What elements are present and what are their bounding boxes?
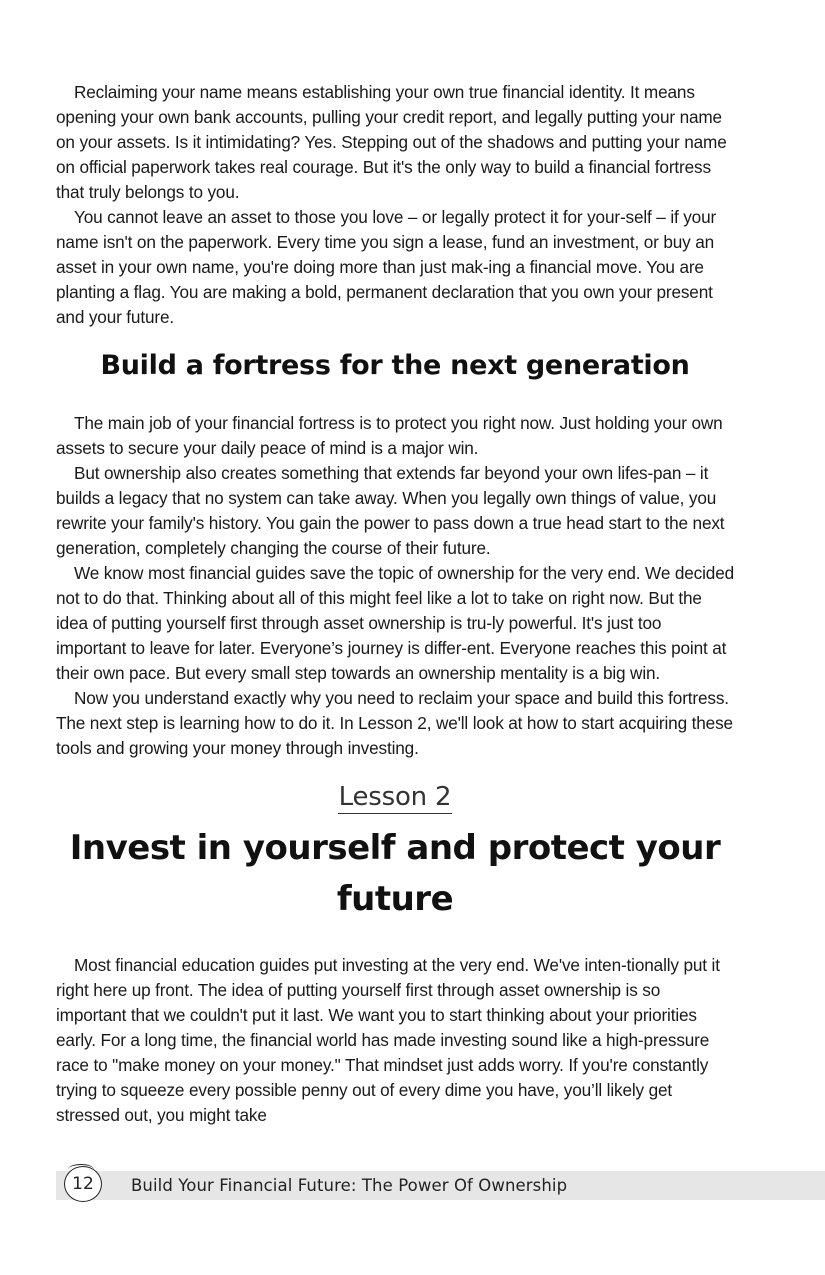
- paragraph: You cannot leave an asset to those you love – or legally protect it for your-self – if your name isn't on the paperwork. Every time you sign a lease, fund an investment, or buy an asset in your own name, you're doing more than just mak-ing a financial move. You are planting a flag. You are making a bold, permanent declaration that you own your present and your future.: [56, 207, 717, 327]
- paragraph: Reclaiming your name means establishing your own true financial identity. It means opening your own bank accounts, pulling your credit report, and legally putting your name on your assets. Is it intimidating? Yes. Stepping out of the shadows and putting your name on official paperwork takes real courage. But it's the only way to build a financial fortress that truly belongs to you.: [56, 82, 727, 202]
- paragraph: The main job of your financial fortress is to protect you right now. Just holding your own assets to secure your daily peace of mind is a major win.: [56, 413, 723, 458]
- lesson-label: Lesson 2: [338, 782, 452, 812]
- section-lesson-intro: [56, 953, 734, 1128]
- lesson-title: Invest in yourself and protect your future: [69, 828, 721, 919]
- paragraph: Now you understand exactly why you need to reclaim your space and build this fortress. The next step is learning how to do it. In Lesson 2, we'll look at how to start acquiring these tools and growing your money through investing.: [56, 688, 733, 758]
- page-number: 12: [64, 1166, 102, 1202]
- paragraph: But ownership also creates something that extends far beyond your own lifes-pan – it builds a legacy that no system can take away. When you legally own things of value, you rewrite your family's history. You gain the power to pass down a true head start to the next generation, completely changing the course of their future.: [56, 463, 725, 558]
- section-fortress: [56, 411, 734, 761]
- paragraph: We know most financial guides save the topic of ownership for the very end. We decided not to do that. Thinking about all of this might feel like a lot to take on right now. But the idea of putting yourself first through asset ownership is tru-ly powerful. It's just too important to leave for later. Everyone’s journey is differ-ent. Everyone reaches this point at their own pace. But every small step towards an ownership mentality is a big win.: [56, 563, 735, 683]
- section-heading: Build a fortress for the next generation: [100, 350, 690, 381]
- running-footer-title: Build Your Financial Future: The Power Of Ownership: [131, 1176, 568, 1195]
- section-reclaiming-name: [56, 80, 734, 330]
- lesson-label-wrap: [56, 781, 734, 817]
- paragraph: Most financial education guides put investing at the very end. We've inten-tionally put it right here up front. The idea of putting yourself first through asset ownership is so important that we couldn't put it last. We want you to start thinking about your priorities early. For a long time, the financial world has made investing sound like a high-pressure race to "make money on your money." That mindset just adds worry. If you're constantly trying to squeeze every possible penny out of every dime you have, you’ll likely get stressed out, you might take: [56, 955, 720, 1125]
- page-body: [56, 80, 734, 1128]
